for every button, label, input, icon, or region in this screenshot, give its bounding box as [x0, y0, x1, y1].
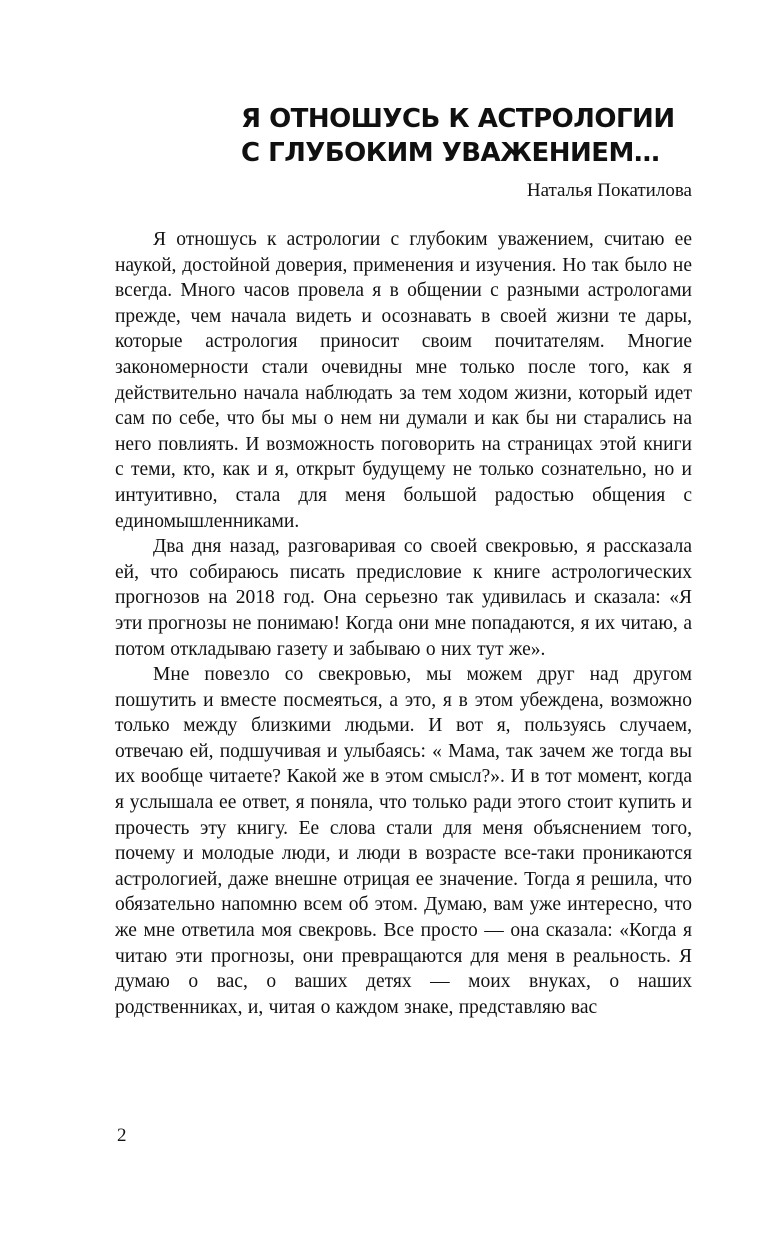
page-content — [115, 102, 692, 1020]
chapter-title — [115, 102, 692, 170]
paragraph-1: Я отношусь к астрологии с глубоким уважением, считаю ее наукой, достойной доверия, применения и изучения. Но так было не всегда. Много часов провела я в общении с разными астрологами прежде, чем начала видеть и осознавать в своей жизни те дары, которые астрология приносит своим почитателям. Многие закономерности стали очевидны мне только после того, как я действительно начала наблюдать за тем ходом жизни, который идет сам по себе, что бы мы о нем ни думали и как бы ни старались на него повлиять. И возможность поговорить на страницах этой книги с теми, кто, как и я, открыт будущему не только сознательно, но и интуитивно, стала для меня большой радостью общения с единомышленниками. — [115, 229, 692, 532]
chapter-title-line-2: С ГЛУБОКИМ УВАЖЕНИЕМ… — [241, 138, 660, 168]
author-name: Наталья Покатилова — [526, 180, 692, 201]
paragraph-2: Два дня назад, разговаривая со своей свекровью, я рассказала ей, что собираюсь писать предисловие к книге астрологических прогнозов на 2018 год. Она серьезно так удивилась и сказала: «Я эти прогнозы не понимаю! Когда они мне попадаются, я их читаю, а потом откладываю газету и забываю о них тут же». — [115, 536, 692, 660]
page-number: 2 — [117, 1125, 127, 1146]
paragraph-3: Мне повезло со свекровью, мы можем друг над другом пошутить и вместе посмеяться, а это, я в этом убеждена, возможно только между близкими людьми. И вот я, пользуясь случаем, отвечаю ей, подшучивая и улыбаясь: « Мама, так зачем же тогда вы их вообще читаете? Какой же в этом смысл?». И в тот момент, когда я услышала ее ответ, я поняла, что только ради этого стоит купить и прочесть эту книгу. Ее слова стали для меня объяснением того, почему и молодые люди, и люди в возрасте все-таки проникаются астрологией, даже внешне отрицая ее значение. Тогда я решила, что обязательно напомню всем об этом. Думаю, вам уже интересно, что же мне ответила моя свекровь. Все просто — она сказала: «Когда я читаю эти прогнозы, они превращаются для меня в реальность. Я думаю о вас, о ваших детях — моих внуках, о наших родственниках, и, читая о каждом знаке, представляю вас — [115, 664, 692, 1018]
body-text — [115, 227, 692, 1020]
chapter-title-line-1: Я ОТНОШУСЬ К АСТРОЛОГИИ — [241, 104, 675, 134]
